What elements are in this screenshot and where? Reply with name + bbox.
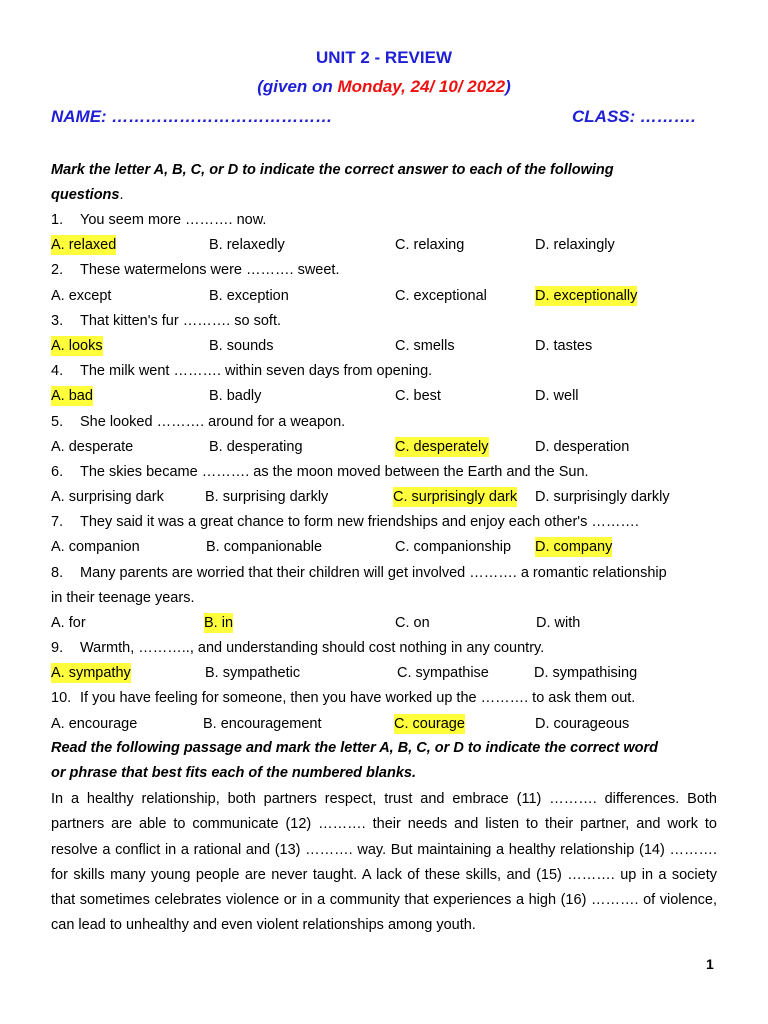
q9-option-b: B. sympathetic xyxy=(205,665,301,681)
question-8-continued: in their teenage years. xyxy=(51,590,195,606)
question-text: They said it was a great chance to form new friendships and enjoy each other's ………. xyxy=(80,514,639,530)
q1-option-a: A. relaxed xyxy=(51,237,117,253)
question-1 xyxy=(51,210,266,230)
q9-option-c: C. sympathise xyxy=(397,665,489,681)
given-day: Monday xyxy=(337,77,402,96)
section2-instruction xyxy=(51,736,716,786)
q1-option-d: D. relaxingly xyxy=(535,237,615,253)
q6-option-a: A. surprising dark xyxy=(51,489,164,505)
question-number: 1. xyxy=(51,212,64,228)
question-10 xyxy=(51,688,635,708)
question-number: 6. xyxy=(51,464,64,480)
section2-instruction-line2: or phrase that best fits each of the numbered blanks. xyxy=(51,765,416,781)
q4-option-c: C. best xyxy=(395,388,441,404)
question-text: You seem more ………. now. xyxy=(80,212,267,228)
reading-passage: In a healthy relationship, both partners respect, trust and embrace (11) ………. differences. Both partners are able to communicate (12) ………. their needs and listen to their partner, and work to resolve a conflict in a rational and (13) ………. way. But maintaining a healthy relationship (14) ………. for skills many young people are never taught. A lack of these skills, and (15) ………. up in a society that sometimes celebrates violence or in a community that experiences a high (16) ………. of violence, can lead to unhealthy and even violent relationships among youth. xyxy=(51,791,717,934)
q3-option-b: B. sounds xyxy=(209,338,274,354)
question-text: These watermelons were ………. sweet. xyxy=(80,262,340,278)
section1-instruction-line2 xyxy=(51,183,716,208)
question-4 xyxy=(51,361,432,381)
instruction-questions-word: questions xyxy=(51,187,120,203)
q3-option-a: A. looks xyxy=(51,338,103,354)
instruction-period: . xyxy=(119,187,124,203)
section1-instruction xyxy=(51,158,716,208)
q2-option-b: B. exception xyxy=(209,288,289,304)
given-date-line xyxy=(0,77,768,97)
q6-option-c: C. surprisingly dark xyxy=(393,489,518,505)
question-text: She looked ………. around for a weapon. xyxy=(80,414,346,430)
class-field: CLASS: ………. xyxy=(572,107,696,126)
question-number: 2. xyxy=(51,262,64,278)
question-number: 8. xyxy=(51,565,64,581)
question-text: The milk went ………. within seven days from opening. xyxy=(80,363,433,379)
question-text: Warmth, ……….., and understanding should cost nothing in any country. xyxy=(80,640,545,656)
q8-option-a: A. for xyxy=(51,615,86,631)
question-text: That kitten's fur ………. so soft. xyxy=(80,313,281,329)
q4-option-a: A. bad xyxy=(51,388,93,404)
question-text: The skies became ………. as the moon moved between the Earth and the Sun. xyxy=(80,464,589,480)
q5-option-b: B. desperating xyxy=(209,439,303,455)
question-number: 7. xyxy=(51,514,64,530)
q5-option-a: A. desperate xyxy=(51,439,134,455)
question-text: Many parents are worried that their children will get involved ………. a romantic relationship xyxy=(80,565,667,581)
question-number: 9. xyxy=(51,640,64,656)
q6-option-b: B. surprising darkly xyxy=(205,489,329,505)
section1-instruction-line1: Mark the letter A, B, C, or D to indicate the correct answer to each of the following xyxy=(51,162,614,178)
question-3 xyxy=(51,311,281,331)
section2-instruction-line1: Read the following passage and mark the letter A, B, C, or D to indicate the correct word xyxy=(51,740,658,756)
q7-option-a: A. companion xyxy=(51,539,140,555)
question-number: 4. xyxy=(51,363,64,379)
q6-option-d: D. surprisingly darkly xyxy=(535,489,670,505)
question-number: 3. xyxy=(51,313,64,329)
q1-option-b: B. relaxedly xyxy=(209,237,285,253)
q3-option-c: C. smells xyxy=(395,338,455,354)
q2-option-a: A. except xyxy=(51,288,112,304)
question-9 xyxy=(51,638,544,658)
page-number: 1 xyxy=(706,956,714,972)
question-7 xyxy=(51,512,639,532)
q5-option-c: C. desperately xyxy=(395,439,489,455)
given-date: 24/ 10/ 2022 xyxy=(410,77,506,96)
q7-option-c: C. companionship xyxy=(395,539,512,555)
question-8 xyxy=(51,563,667,583)
question-2 xyxy=(51,260,339,280)
q2-option-c: C. exceptional xyxy=(395,288,487,304)
question-number: 10. xyxy=(51,690,72,706)
question-text: If you have feeling for someone, then you have worked up the ………. to ask them out. xyxy=(80,690,636,706)
q4-option-d: D. well xyxy=(535,388,579,404)
name-class-row xyxy=(51,107,721,129)
q10-option-b: B. encouragement xyxy=(203,716,322,732)
q2-option-d: D. exceptionally xyxy=(535,288,638,304)
q7-option-d: D. company xyxy=(535,539,613,555)
q5-option-d: D. desperation xyxy=(535,439,630,455)
question-number: 5. xyxy=(51,414,64,430)
q1-option-c: C. relaxing xyxy=(395,237,465,253)
given-comma: , xyxy=(401,77,411,96)
page-title: UNIT 2 - REVIEW xyxy=(315,48,452,67)
q9-option-a: A. sympathy xyxy=(51,665,131,681)
q10-option-d: D. courageous xyxy=(535,716,630,732)
question-6 xyxy=(51,462,589,482)
q8-option-c: C. on xyxy=(395,615,430,631)
question-5 xyxy=(51,412,345,432)
q10-option-c: C. courage xyxy=(394,716,465,732)
given-suffix: ) xyxy=(505,77,511,96)
q3-option-d: D. tastes xyxy=(535,338,593,354)
name-field: NAME: ………………………………… xyxy=(51,107,333,126)
q8-option-b: B. in xyxy=(204,615,234,631)
q7-option-b: B. companionable xyxy=(206,539,323,555)
q8-option-d: D. with xyxy=(536,615,581,631)
q9-option-d: D. sympathising xyxy=(534,665,638,681)
given-prefix: (given on xyxy=(257,77,338,96)
q4-option-b: B. badly xyxy=(209,388,262,404)
q10-option-a: A. encourage xyxy=(51,716,138,732)
